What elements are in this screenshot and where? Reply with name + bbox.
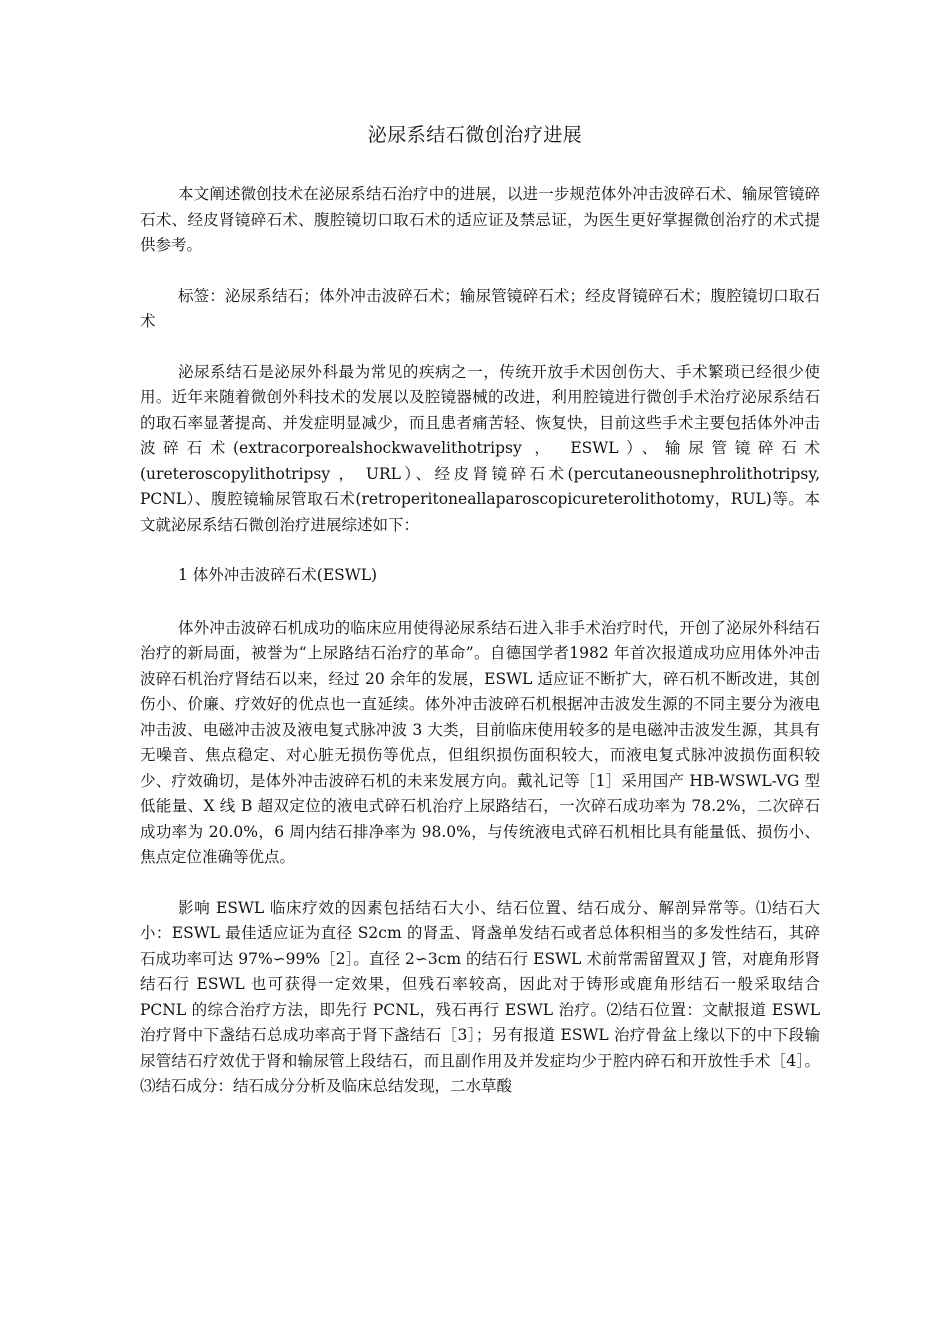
document-body (140, 182, 820, 1125)
document-title: 泌尿系结石微创治疗进展 (367, 124, 583, 146)
abstract-paragraph: 本文阐述微创技术在泌尿系结石治疗中的进展，以进一步规范体外冲击波碎石术、输尿管镜碎石术、经皮肾镜碎石术、腹腔镜切口取石术的适应证及禁忌证，为医生更好掌握微创治疗的术式提供参考。 (140, 185, 820, 254)
keywords-paragraph: 标签：泌尿系结石；体外冲击波碎石术；输尿管镜碎石术；经皮肾镜碎石术；腹腔镜切口取石术 (140, 286, 820, 330)
section-paragraph: 影响 ESWL 临床疗效的因素包括结石大小、结石位置、结石成分、解剖异常等。⑴结石大小：ESWL 最佳适应证为直径 S2cm 的肾盂、肾盏单发结石或者总体积相当的多发性结石，其碎石成功率可达 97%∽99%［2］。直径 2∽3cm 的结石行 ESWL 术前常需留置双 J 管，对鹿角形肾结石行 ESWL 也可获得一定效果，但残石率较高，因此对于铸形或鹿角形结石一般采取结合 PCNL 的综合治疗方法，即先行 PCNL，残石再行 ESWL 治疗。⑵结石位置：文献报道 ESWL 治疗肾中下盏结石总成功率高于肾下盏结石［3］；另有报道 ESWL 治疗骨盆上缘以下的中下段输尿管结石疗效优于肾和输尿管上段结石，而且副作用及并发症均少于腔内碎石和开放性手术［4］。⑶结石成分：结石成分分析及临床总结发现，二水草酸 (140, 898, 820, 1095)
section-heading: 1 体外冲击波碎石术(ESWL) (178, 566, 378, 584)
section-paragraph: 体外冲击波碎石机成功的临床应用使得泌尿系结石进入非手术治疗时代，开创了泌尿外科结石治疗的新局面，被誉为“上尿路结石治疗的革命”。自德国学者1982 年首次报道成功应用体外冲击波碎石机治疗肾结石以来，经过 20 余年的发展，ESWL 适应证不断扩大，碎石机不断改进，其创伤小、价廉、疗效好的优点也一直延续。体外冲击波碎石机根据冲击波发生源的不同主要分为液电冲击波、电磁冲击波及液电复式脉冲波 3 大类，目前临床使用较多的是电磁冲击波发生源，其具有无噪音、焦点稳定、对心脏无损伤等优点，但组织损伤面积较大，而液电复式脉冲波损伤面积较少、疗效确切，是体外冲击波碎石机的未来发展方向。戴礼记等［1］采用国产 HB-WSWL-VG 型低能量、X 线 B 超双定位的液电式碎石机治疗上尿路结石，一次碎石成功率为 78.2%，二次碎石成功率为 20.0%，6 周内结石排净率为 98.0%，与传统液电式碎石机相比具有能量低、损伤小、焦点定位准确等优点。 (140, 618, 820, 866)
intro-paragraph: 泌尿系结石是泌尿外科最为常见的疾病之一，传统开放手术因创伤大、手术繁琐已经很少使用。近年来随着微创外科技术的发展以及腔镜器械的改进，利用腔镜进行微创手术治疗泌尿系结石的取石率显著提高、并发症明显减少，而且患者痛苦轻、恢复快，目前这些手术主要包括体外冲击波碎石术(extracorporealshockwavelithotripsy ， ESWL）、输尿管镜碎石术(ureteroscopylithotripsy ， URL）、经皮肾镜碎石术(percutaneousnephrolithotripsy, PCNL）、腹腔镜输尿管取石术(retroperitoneallaparoscopicureterolithotomy，RUL)等。本文就泌尿系结石微创治疗进展综述如下： (140, 362, 820, 534)
